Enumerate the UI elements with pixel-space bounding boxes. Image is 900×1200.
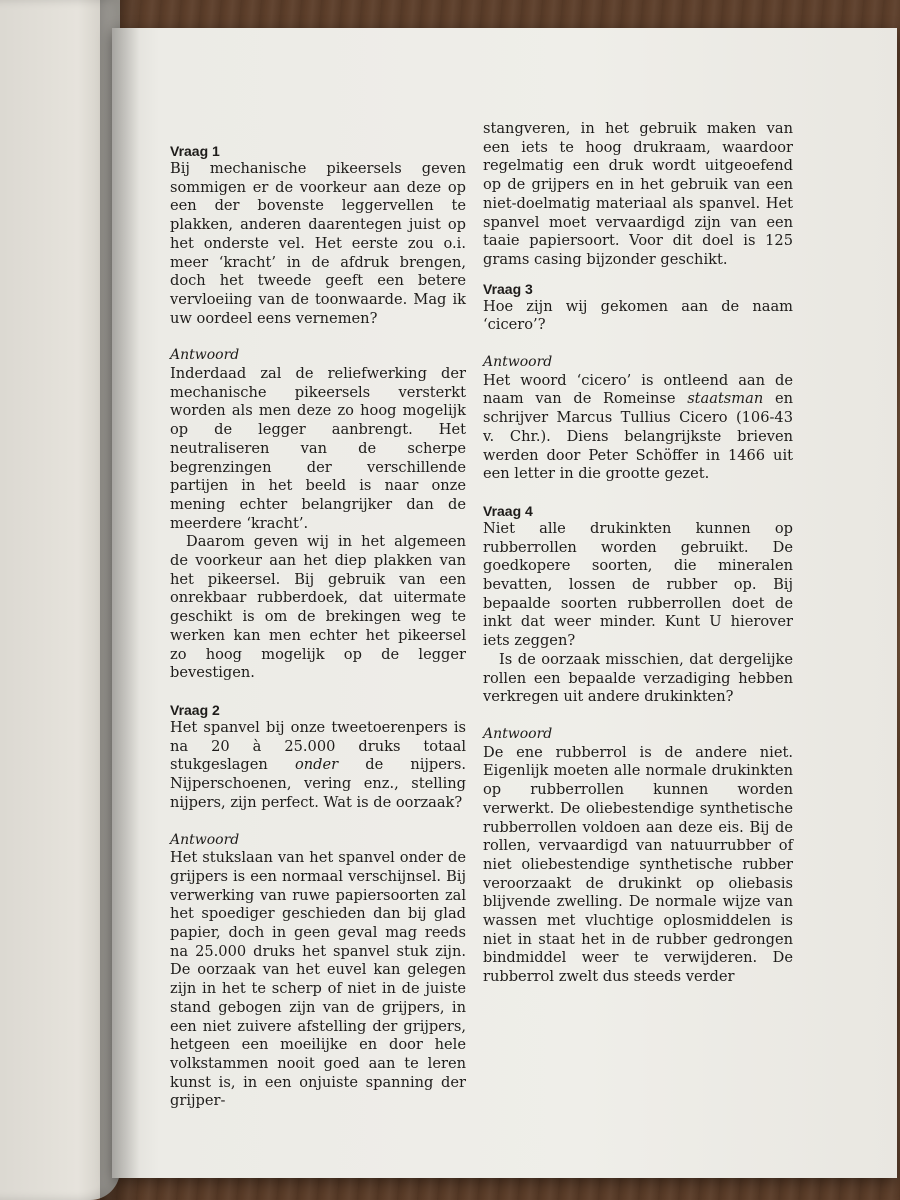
spine-shadow — [100, 0, 140, 1200]
question-3-text: Hoe zijn wij gekomen aan de naam ‘cicero’? — [483, 297, 793, 334]
question-4-heading: Vraag 4 — [483, 502, 533, 519]
question-4-paragraph-2: Is de oorzaak misschien, dat dergelijke rollen een bepaalde verzadiging hebben verkregen uit andere drukinkten? — [483, 650, 793, 706]
answer-3-heading: Antwoord — [483, 354, 553, 371]
question-1-text: Bij mechanische pikeersels geven sommigen er de voorkeur aan deze op een der bovenste leggervellen te plakken, anderen daarentegen juist op het onderste vel. Het eerste zou o.i. meer ‘kracht’ in de afdruk brengen, doch het tweede geeft een betere vervloeiing van de toonwaarde. Mag ik uw oordeel eens vernemen? — [170, 160, 466, 327]
question-3-heading: Vraag 3 — [483, 280, 533, 297]
emphasis-onder: onder — [294, 756, 339, 774]
answer-2-text: Het stukslaan van het spanvel onder de grijpers is een normaal verschijnsel. Bij verwerking van ruwe papiersoorten zal het spoediger geschieden dan bij glad papier, doch in geen geval mag reeds na 25.000 druks het spanvel stuk zijn. De oorzaak van het euvel kan gelegen zijn in het te scherp of niet in de juiste stand gebogen zijn van de grijpers, in een niet zuivere afstelling der grijpers, hetgeen een moeilijke en door hele volkstammen nooit goed aan te leren kunst is, in een onjuiste spanning der grijper- — [170, 849, 466, 1110]
question-1-heading: Vraag 1 — [170, 143, 220, 159]
answer-1-paragraph-1: Inderdaad zal de reliefwerking der mechanische pikeersels versterkt worden als men deze zo hoog mogelijk op de legger aanbrengt. Het neutraliseren van de scherpe begrenzingen der verschillende partijen in het beeld is naar onze mening echter belangrijker dan de meerdere ‘kracht’. — [170, 365, 466, 532]
question-2-heading: Vraag 2 — [170, 701, 220, 718]
answer-1-paragraph-2: Daarom geven wij in het algemeen de voorkeur aan het diep plakken van het pikeersel. Bij gebruik van een onrekbaar rubberdoek, dat uitermate geschikt is om de brekingen weg te werken kan men echter het pikeersel zo hoog mogelijk op de legger bevestigen. — [170, 533, 466, 682]
answer-4-heading: Antwoord — [483, 725, 553, 742]
emphasis-staatsman: staatsman — [687, 390, 764, 408]
question-4-paragraph-1: Niet alle drukinkten kunnen op rubberrollen worden gebruikt. De goedkopere soorten, die mineralen bevatten, lossen de rubber op. Bij bepaalde soorten rubberrollen doet de inkt dat weer minder. Kunt U hierover iets zeggen? — [483, 519, 793, 650]
answer-3-text: Het woord ‘cicero’ is ontleend aan de naam van de Romeinse staatsman en schrijver Marcus Tullius Cicero (106-43 v. Chr.). Diens belangrijkste brieven werden door Peter Schöffer in 1466 uit een letter in die grootte gezet. — [483, 371, 793, 483]
left-column — [170, 142, 466, 1111]
answer-1-heading: Antwoord — [170, 347, 240, 364]
answer-2-heading: Antwoord — [170, 831, 240, 848]
question-2-text: Het spanvel bij onze tweetoerenpers is na 20 à 25.000 druks totaal stukgeslagen onder de nijpers. Nijperschoenen, vering enz., stelling nijpers, zijn perfect. Wat is de oorzaak? — [170, 718, 467, 811]
answer-2-continued: stangveren, in het gebruik maken van een iets te hoog drukraam, waardoor regelmatig een druk wordt uitgeoefend op de grijpers en in het gebruik van een niet-doelmatig materiaal als spanvel. Het spanvel moet vervaardigd zijn van een taaie papiersoort. Voor dit doel is 125 grams casing bijzonder geschikt. — [483, 120, 793, 268]
right-column — [483, 120, 793, 987]
answer-4-text: De ene rubberrol is de andere niet. Eigenlijk moeten alle normale drukinkten op rubberrollen kunnen worden verwerkt. De oliebestendige synthetische rubberrollen voldoen aan deze eis. Bij de rollen, vervaardigd van natuurrubber of niet oliebestendige synthetische rubber veroorzaakt de drukinkt op oliebasis blijvende zwelling. De normale wijze van wassen met vluchtige oplosmiddelen is niet in staat het in de rubber gedrongen bindmiddel weer te verwijderen. De rubberrol zwelt dus steeds verder — [483, 743, 793, 986]
